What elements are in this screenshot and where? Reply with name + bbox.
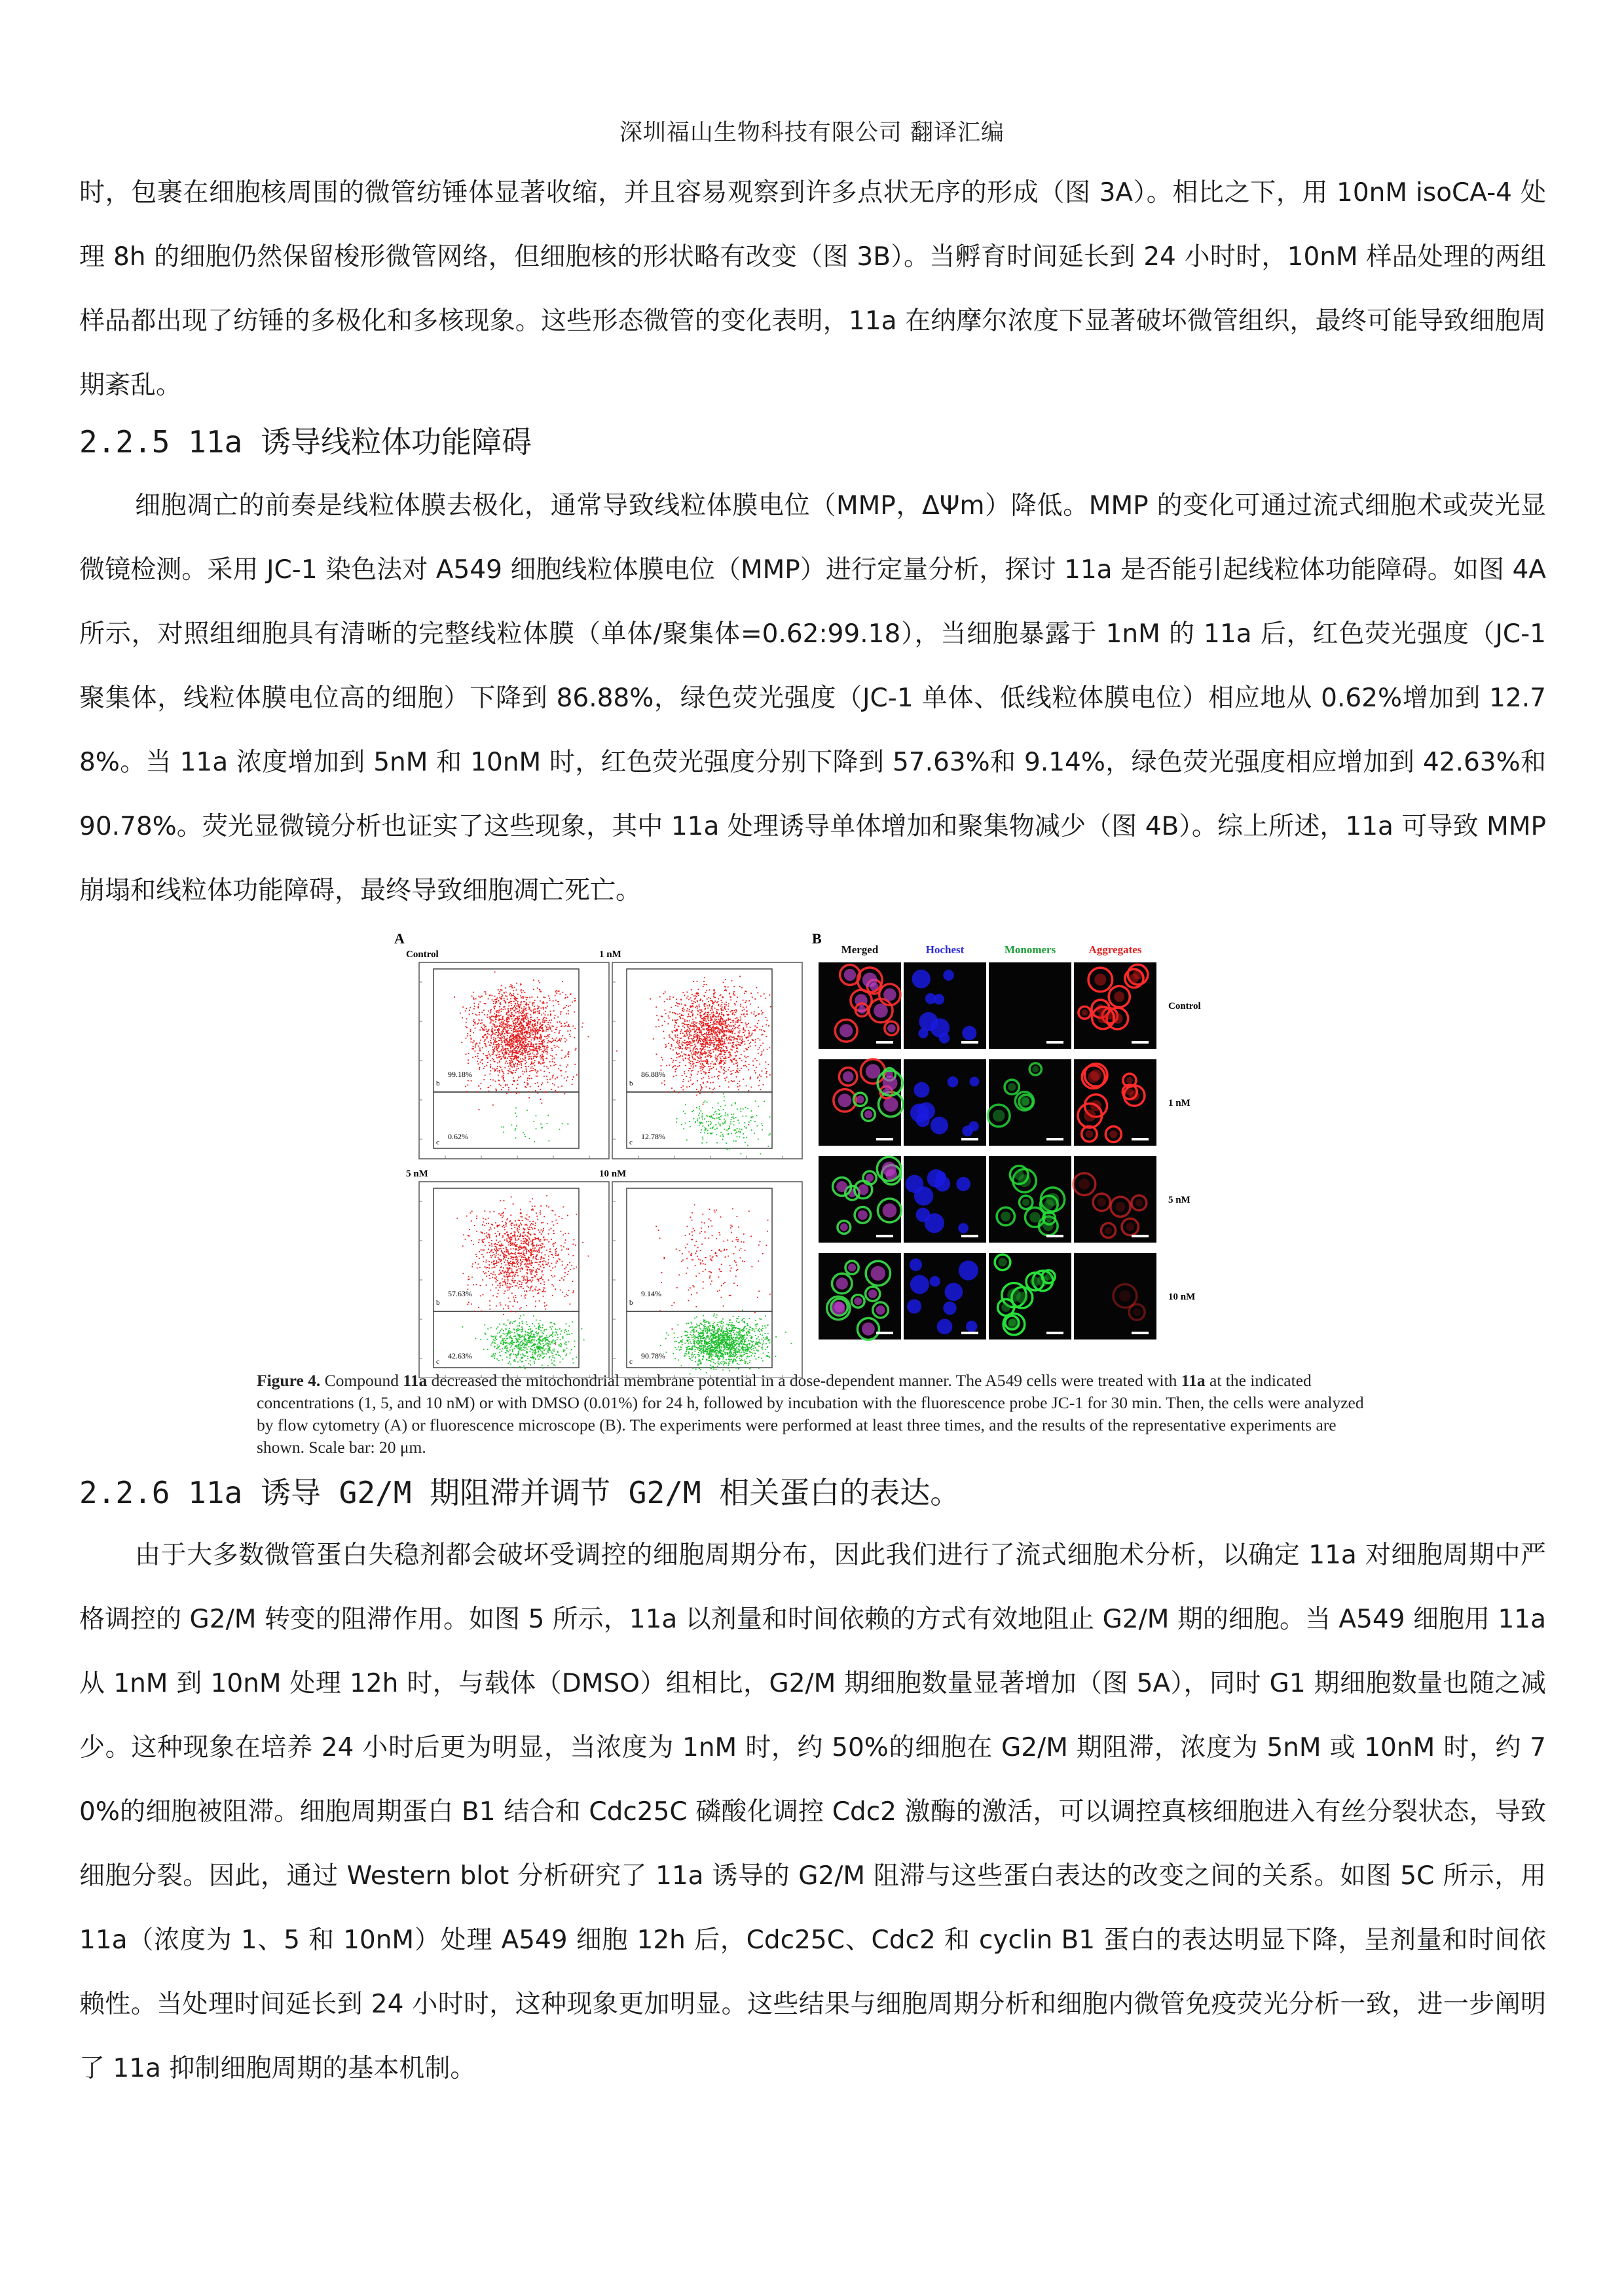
micro-row-label: Control <box>1168 1001 1201 1011</box>
scale-bar <box>1132 1138 1149 1140</box>
micrograph <box>904 1059 986 1146</box>
flow-panel <box>599 1169 802 1378</box>
micrograph <box>819 1156 901 1243</box>
quadrant-letter-upper: b <box>436 1299 440 1307</box>
micro-column-label: Aggregates <box>1088 943 1142 956</box>
quadrant-value-lower: 0.62% <box>448 1132 468 1141</box>
micrograph <box>989 962 1071 1049</box>
paragraph-text: 由于大多数微管蛋白失稳剂都会破坏受调控的细胞周期分布，因此我们进行了流式细胞术分析，以确定 11a 对细胞周期中严格调控的 G2/M 转变的阻滞作用。如图 5 所示，11a 以剂量和时间依赖的方式有效地阻止 G2/M 期的细胞。当 A549 细胞用 11a 从 1nM 到 10nM 处理 12h 时，与载体（DMSO）组相比，G2/M 期细胞数量显著增加（图 5A），同时 G1 期细胞数量也随之减少。这种现象在培养 24 小时后更为明显，当浓度为 1nM 时，约 50%的细胞在 G2/M 期阻滞，浓度为 5nM 或 10nM 时，约 70%的细胞被阻滞。细胞周期蛋白 B1 结合和 Cdc25C 磷酸化调控 Cdc2 激酶的激活，可以调控真核细胞进入有丝分裂状态，导致细胞分裂。因此，通过 Western blot 分析研究了 11a 诱导的 G2/M 阻滞与这些蛋白表达的改变之间的关系。如图 5C 所示，用 11a（浓度为 1、5 和 10nM）处理 A549 细胞 12h 后，Cdc25C、Cdc2 和 cyclin B1 蛋白的表达明显下降，呈剂量和时间依赖性。当处理时间延长到 24 小时时，这种现象更加明显。这些结果与细胞周期分析和细胞内微管免疫荧光分析一致，进一步阐明了 11a 抑制细胞周期的基本机制。 <box>79 1540 1546 2083</box>
micrograph <box>819 1253 901 1339</box>
flow-panel <box>599 949 802 1159</box>
scale-bar <box>1132 1332 1149 1334</box>
figure-panel-a-label: A <box>394 930 405 947</box>
quadrant-letter-upper: b <box>436 1080 440 1087</box>
quadrant-value-upper: 9.14% <box>641 1289 661 1298</box>
caption-compound-2: 11a <box>1181 1371 1206 1390</box>
scale-bar <box>961 1332 978 1334</box>
quadrant-value-lower: 42.63% <box>448 1351 472 1360</box>
quadrant-value-lower: 12.78% <box>641 1132 665 1141</box>
micro-row-label: 5 nM <box>1168 1195 1190 1205</box>
caption-text-1: decreased the mitochondrial membrane potential in a dose-dependent manner. The A549 cells were treated with <box>431 1371 1177 1390</box>
micrograph <box>1074 1059 1156 1146</box>
scale-bar <box>961 1041 978 1044</box>
scale-bar <box>876 1138 893 1140</box>
quadrant-letter-lower: c <box>629 1358 633 1366</box>
quadrant-letter-upper: b <box>629 1080 633 1087</box>
quadrant-letter-lower: c <box>436 1139 439 1146</box>
micrograph <box>1074 1253 1156 1339</box>
caption-text-2: at the indicated concentrations (1, 5, and 10 nM) or with DMSO (0.01%) for 24 h, followed by incubation with the fluorescence probe JC-1 for 30 min. Then, the cells were analyzed by flow cytometry (A) or fluorescence microscope (B). The experiments were performed at least three times, and the results of the representative experiments are shown. Scale bar: 20 μm. <box>257 1371 1364 1457</box>
quadrant-letter-lower: c <box>436 1358 439 1366</box>
micro-column-label: Monomers <box>1004 943 1056 956</box>
quadrant-value-upper: 99.18% <box>448 1070 472 1079</box>
flow-panel-title: 1 nM <box>599 949 621 960</box>
section-heading-2-2-5: 2.2.5 11a 诱导线粒体功能障碍 <box>79 424 532 460</box>
micrograph <box>989 1253 1071 1339</box>
figure-panel-b-label: B <box>812 930 822 947</box>
caption-figure-label: Figure 4. <box>257 1371 321 1390</box>
micrograph <box>987 1059 1071 1146</box>
scale-bar <box>1046 1138 1063 1140</box>
paragraph-mmp <box>79 474 1546 923</box>
flow-panel-title: 10 nM <box>599 1169 627 1179</box>
micro-row-label: 10 nM <box>1168 1292 1196 1302</box>
micrograph <box>904 1253 986 1339</box>
section-heading-2-2-6: 2.2.6 11a 诱导 G2/M 期阻滞并调节 G2/M 相关蛋白的表达。 <box>79 1475 961 1510</box>
scale-bar <box>961 1235 978 1237</box>
scale-bar <box>961 1138 978 1140</box>
micro-column-label: Merged <box>841 943 879 956</box>
quadrant-letter-upper: b <box>629 1299 633 1307</box>
flow-panel <box>406 949 609 1159</box>
flow-panel <box>406 1169 609 1378</box>
scale-bar <box>1046 1332 1063 1334</box>
scale-bar <box>1046 1041 1063 1044</box>
scale-bar <box>1132 1235 1149 1237</box>
paragraph-cell-cycle <box>79 1523 1546 2101</box>
micrograph <box>819 1059 903 1146</box>
scale-bar <box>876 1235 893 1237</box>
micro-row-label: 1 nM <box>1168 1098 1190 1108</box>
quadrant-value-lower: 90.78% <box>641 1351 665 1360</box>
paragraph-text: 时，包裹在细胞核周围的微管纺锤体显著收缩，并且容易观察到许多点状无序的形成（图 3A）。相比之下，用 10nM isoCA-4 处理 8h 的细胞仍然保留梭形微管网络，但细胞核的形状略有改变（图 3B）。当孵育时间延长到 24 小时时，10nM 样品处理的两组样品都出现了纺锤的多极化和多核现象。这些形态微管的变化表明，11a 在纳摩尔浓度下显著破坏微管组织，最终可能导致细胞周期紊乱。 <box>79 178 1546 400</box>
caption-compound-word: Compound <box>324 1371 399 1390</box>
micrograph <box>819 962 901 1049</box>
figure-caption <box>257 1370 1370 1459</box>
micrograph <box>904 962 986 1049</box>
scale-bar <box>1046 1235 1063 1237</box>
micrograph <box>989 1156 1071 1243</box>
quadrant-value-upper: 86.88% <box>641 1070 665 1079</box>
micrograph <box>1073 1156 1156 1243</box>
micrograph <box>1074 962 1156 1049</box>
figure-4 <box>386 926 1382 1378</box>
flow-panel-title: 5 nM <box>406 1169 428 1179</box>
flow-panel-title: Control <box>406 949 439 960</box>
micrograph <box>904 1156 986 1243</box>
scale-bar <box>876 1332 893 1334</box>
paragraph-continued <box>79 161 1546 418</box>
page-header: 深圳福山生物科技有限公司 翻译汇编 <box>619 120 1005 146</box>
quadrant-letter-lower: c <box>629 1139 633 1146</box>
paragraph-text: 细胞凋亡的前奏是线粒体膜去极化，通常导致线粒体膜电位（MMP，ΔΨm）降低。MMP 的变化可通过流式细胞术或荧光显微镜检测。采用 JC-1 染色法对 A549 细胞线粒体膜电位（MMP）进行定量分析，探讨 11a 是否能引起线粒体功能障碍。如图 4A 所示，对照组细胞具有清晰的完整线粒体膜（单体/聚集体=0.62:99.18），当细胞暴露于 1nM 的 11a 后，红色荧光强度（JC-1 聚集体，线粒体膜电位高的细胞）下降到 86.88%，绿色荧光强度（JC-1 单体、低线粒体膜电位）相应地从 0.62%增加到 12.78%。当 11a 浓度增加到 5nM 和 10nM 时，红色荧光强度分别下降到 57.63%和 9.14%，绿色荧光强度相应增加到 42.63%和 90.78%。荧光显微镜分析也证实了这些现象，其中 11a 处理诱导单体增加和聚集物减少（图 4B）。综上所述，11a 可导致 MMP 崩塌和线粒体功能障碍，最终导致细胞凋亡死亡。 <box>79 491 1546 905</box>
flow-plot-frame <box>419 962 609 1159</box>
caption-compound: 11a <box>403 1371 428 1390</box>
quadrant-value-upper: 57.63% <box>448 1289 472 1298</box>
scale-bar <box>876 1041 893 1044</box>
micro-column-label: Hochest <box>925 943 965 956</box>
figure-4-graphic <box>386 926 1382 1378</box>
scale-bar <box>1132 1041 1149 1044</box>
